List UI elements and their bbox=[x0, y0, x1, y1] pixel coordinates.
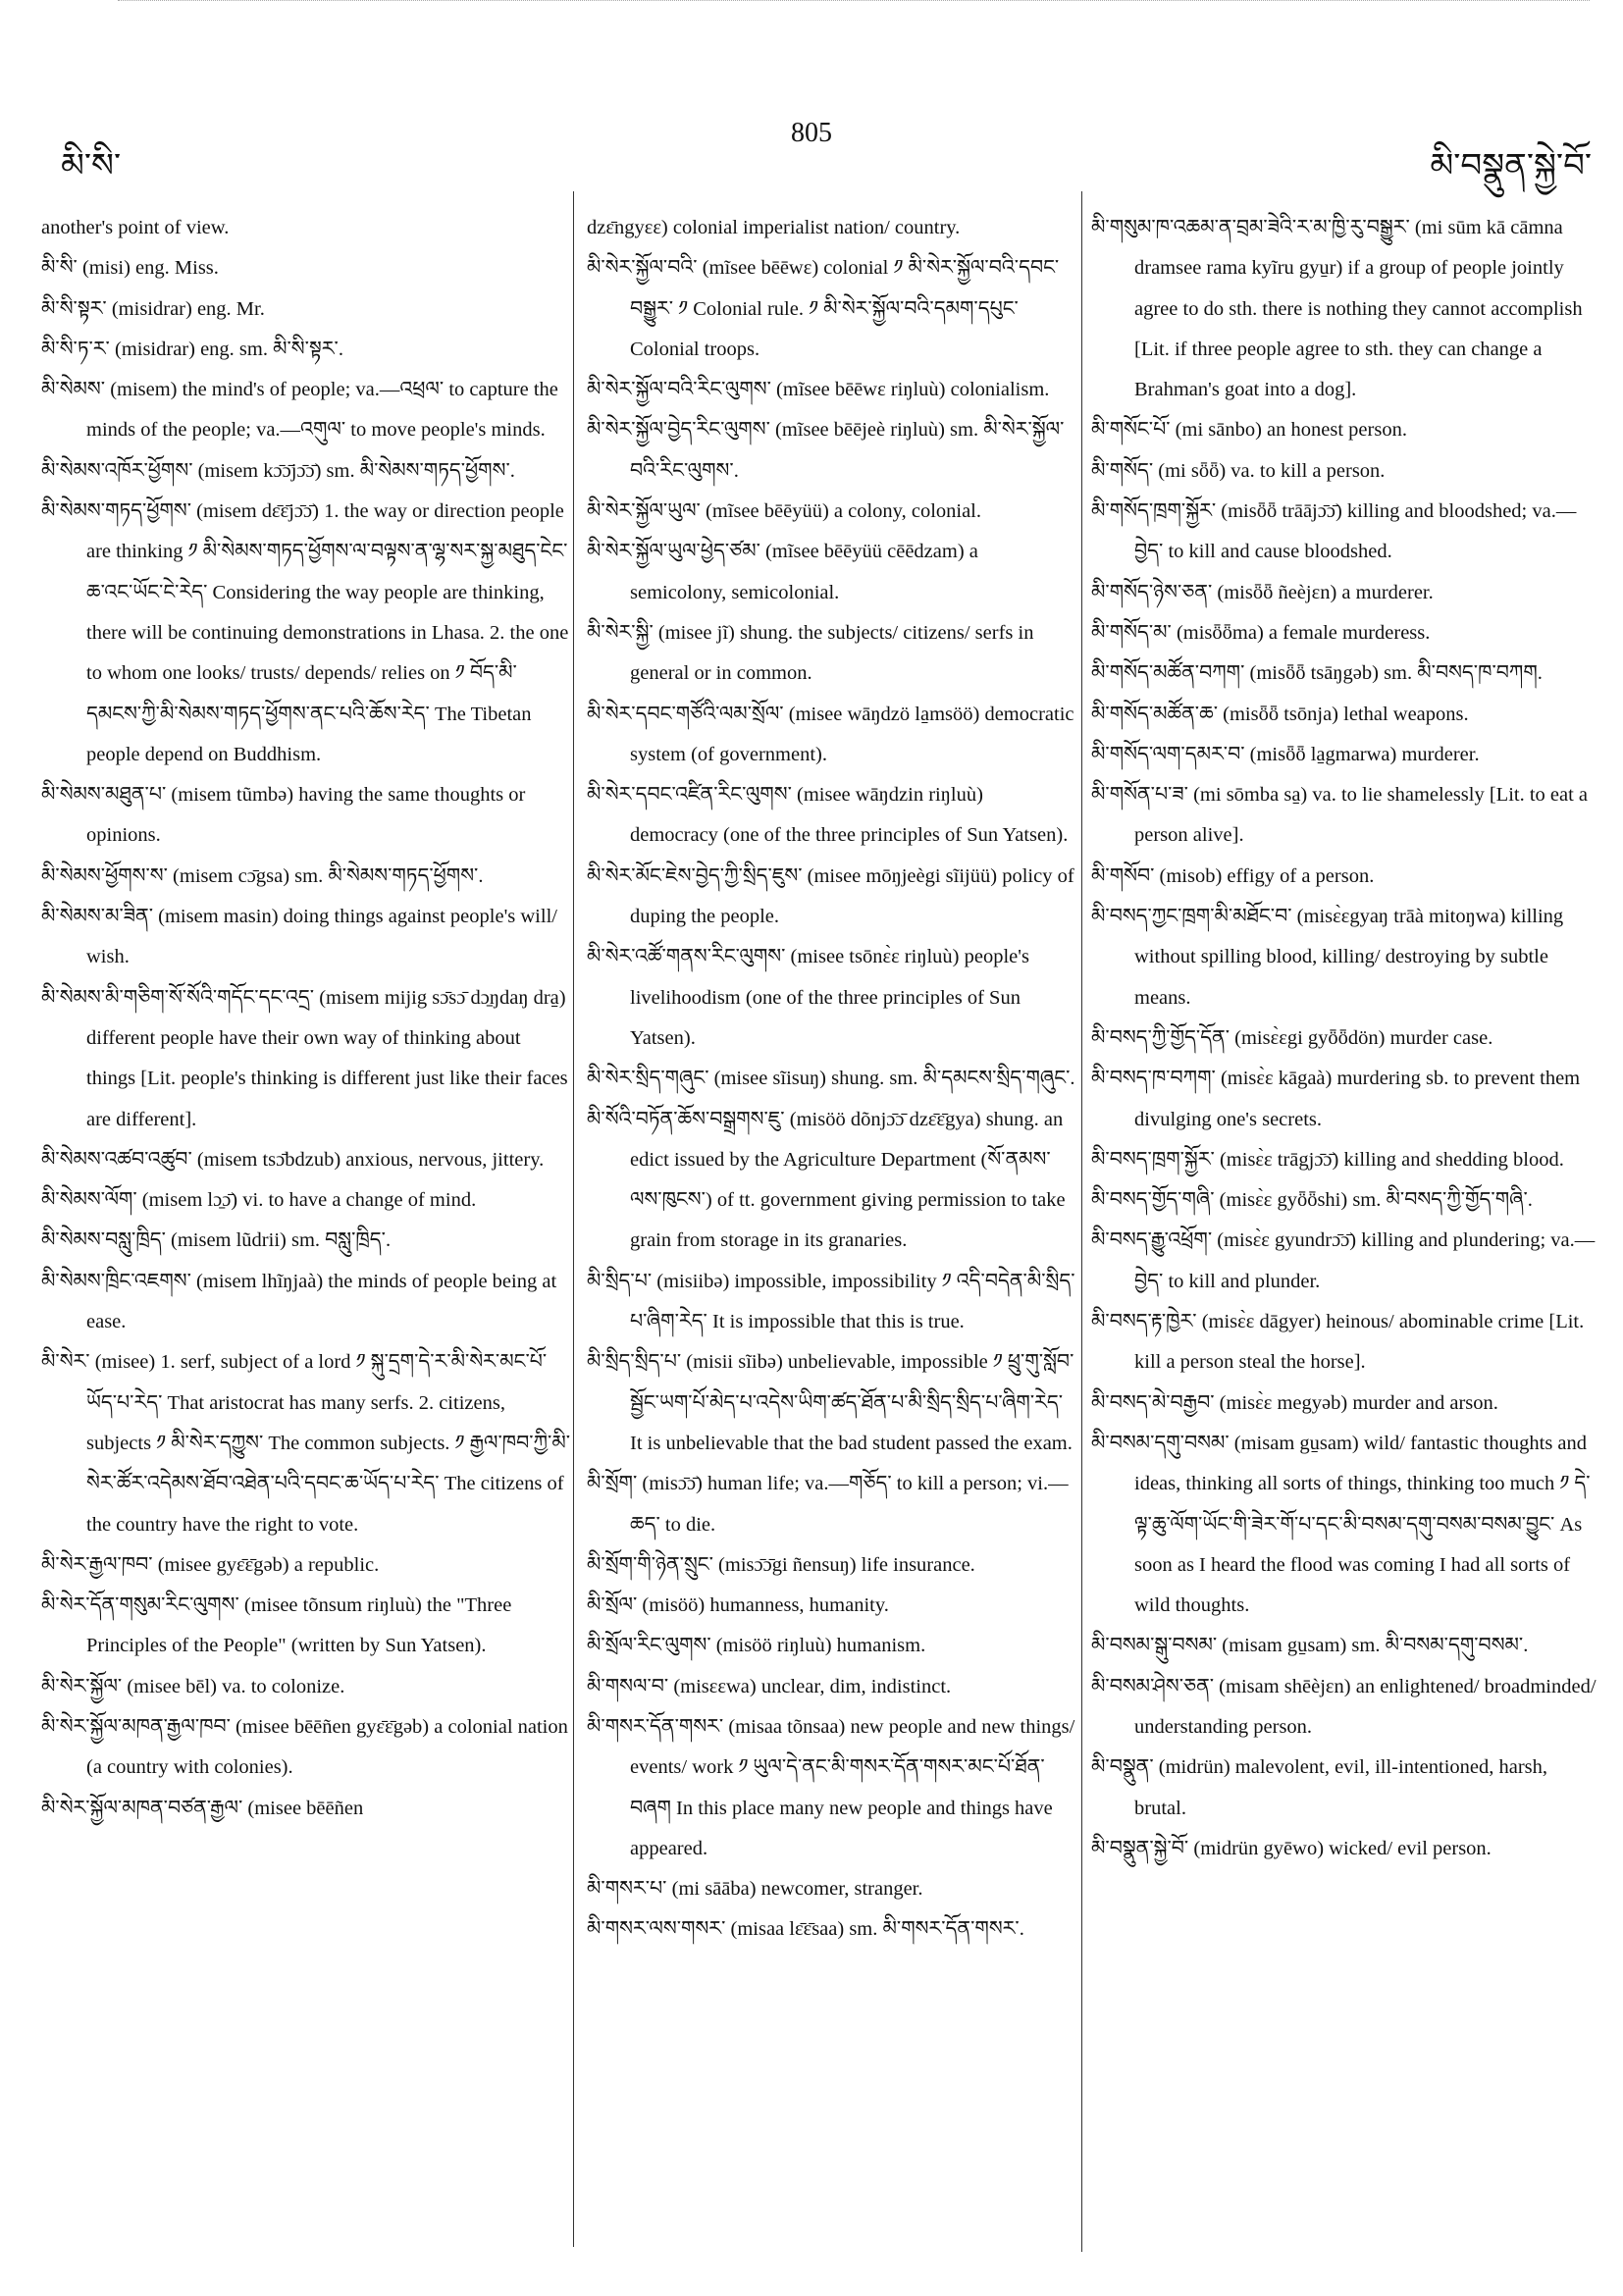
dictionary-entry: མི་སི་ཏ་ར་ (misidrar) eng. sm. མི་སི་སྟར་. bbox=[41, 338, 343, 360]
dictionary-entry: མི་སེར་ (misee) 1. serf, subject of a lord ༡ སྐུ་དྲག་དེ་ར་མི་སེར་མང་པོ་ཡོད་པ་རེད་ That aristocrat has many serfs. 2. citizens, subjects ༡ མི་སེར་དཀྱུས་ The common subjects. ༡ རྒྱལ་ཁབ་ཀྱི་མི་སེར་ཚོར་འདེམས་ཐོབ་འཐེན་པའི་དབང་ཆ་ཡོད་པ་རེད་ The citizens of the country have the right to vote. bbox=[41, 1351, 571, 1536]
dictionary-entry: མི་སེར་མོང་ཇེས་བྱེད་ཀྱི་སྲིད་ཇུས་ (misee mōŋjeègi sĩijüü) policy of duping the people. bbox=[587, 864, 1074, 928]
dictionary-entry: མི་གསལ་བ་ (misɛɛwa) unclear, dim, indistinct. bbox=[587, 1675, 952, 1697]
dictionary-entry: མི་སི་ (misi) eng. Miss. bbox=[41, 257, 219, 280]
dictionary-entry: མི་སེར་སྐྱོལ་མཁན་བཙན་རྒྱལ་ (misee bēēñen bbox=[41, 1797, 364, 1819]
dictionary-entry: མི་གསར་དོན་གསར་ (misaa tõnsaa) new people and new things/ events/ work ༡ ཡུལ་དེ་ནང་མི་གསར་དོན་གསར་མང་པོ་ཐོན་བཞག In this place many new people and things have appeared. bbox=[587, 1715, 1075, 1859]
column-divider-2 bbox=[1081, 191, 1082, 2252]
page-number: 805 bbox=[791, 118, 832, 148]
dictionary-entry: མི་སེར་སྐྱོལ་བའི་ (mĩsee bēēwɛ) colonial ༡ མི་སེར་སྐྱོལ་བའི་དབང་བསྒྱུར་ ༡ Colonial rule. ༡ མི་སེར་སྐྱོལ་བའི་དམག་དཔུང་ Colonial troops. bbox=[587, 257, 1060, 360]
dictionary-entry: མི་གསོད་ལག་དམར་བ་ (misȫȫ la̱gmarwa) murderer. bbox=[1091, 743, 1480, 765]
dictionary-entry: མི་གསོད་ (mi sȫȫ) va. to kill a person. bbox=[1091, 459, 1386, 482]
dictionary-entry: མི་སེར་སྐྱོལ་ཡུལ་ཕྱེད་ཙམ་ (mĩsee bēēyüü cēēdzam) a semicolony, semicolonial. bbox=[587, 541, 978, 603]
dictionary-entry: མི་སེར་སྐྱི་ (misee jĩ) shung. the subjects/ citizens/ serfs in general or in common. bbox=[587, 621, 1034, 685]
dictionary-entry: མི་བསད་ཁྲག་སྐྱོར་ (misɛ̀ɛ trāgjɔ̄ɔ̄) killing and shedding blood. bbox=[1091, 1148, 1564, 1171]
dictionary-entry: མི་གསོང་པོ་ (mi sānbo) an honest person. bbox=[1091, 419, 1407, 442]
dictionary-entry: མི་གསར་པ་ (mi sāāba) newcomer, stranger. bbox=[587, 1878, 923, 1901]
dictionary-entry: མི་བསམ་དགུ་བསམ་ (misam gu̱sam) wild/ fantastic thoughts and ideas, thinking all sorts of things, thinking too much ༡ དེ་ལྟ་ཆུ་ལོག་ཡོང་གི་ཟེར་གོ་པ་དང་མི་བསམ་དགུ་བསམ་བསམ་བྱུང་ As soon as I heard the flood was coming I had all sorts of wild thoughts. bbox=[1091, 1432, 1591, 1617]
dictionary-entry: མི་སེར་སྐྱོལ་བའི་རིང་ལུགས་ (mĩsee bēēwɛ riŋluù) colonialism. bbox=[587, 379, 1050, 401]
dictionary-entry: མི་གསོད་མ་ (misȫȫma) a female murderess. bbox=[1091, 621, 1431, 644]
dictionary-entry: མི་སེམས་གཏད་ཕྱོགས་ (misem dɛ̄ɛ̄jɔ̄ɔ̄) 1. the way or direction people are thinking ༡ མི་སེམས་གཏད་ཕྱོགས་ལ་བལྟས་ན་ལྷ་སར་སྐྱ་མཐུད་ངེང་ཆ་འང་ཡོང་ངེ་རེད་ Considering the way people are thinking, there will be continuing demonstrations in Lhasa. 2. the one to whom one looks/ trusts/ depends/ relies on ༡ བོད་མི་དམངས་ཀྱི་མི་སེམས་གཏད་ཕྱོགས་ནང་པའི་ཆོས་རེད་ The Tibetan people depend on Buddhism. bbox=[41, 500, 569, 765]
dictionary-entry: མི་སྲོལ་རིང་ལུགས་ (misöö riŋluù) humanism. bbox=[587, 1635, 926, 1657]
dictionary-entry: མི་བསད་མེ་བརྒྱབ་ (misɛ̀ɛ megyəb) murder and arson. bbox=[1091, 1391, 1498, 1414]
dictionary-entry: མི་སེར་སྐྱོལ་མཁན་རྒྱལ་ཁབ་ (misee bēēñen gyɛ̄ɛ̄gəb) a colonial nation (a country with colonies). bbox=[41, 1715, 568, 1779]
running-head-left: མི་སི་ bbox=[61, 148, 122, 184]
dictionary-entry: མི་བསམ་ཤེས་ཅན་ (misam shēèjɛn) an enlightened/ broadminded/ understanding person. bbox=[1091, 1675, 1597, 1738]
dictionary-entry: མི་བསམ་སྒུ་བསམ་ (misam gu̱sam) sm. མི་བསམ་དགུ་བསམ་. bbox=[1091, 1635, 1529, 1657]
dictionary-entry: མི་གསོད་མཚོན་བཀག་ (misȫȫ tsāŋgəb) sm. མི་བསད་ཁ་བཀག. bbox=[1091, 662, 1543, 685]
dictionary-entry: མི་གསུམ་ཁ་འཆམ་ན་བྲམ་ཟེའི་ར་མ་ཁྱི་རུ་བསྒྱུར་ (mi sūm kā cāmna dramsee rama kyĩru gyu̱r) if a group of people jointly agree to do sth. there is nothing they cannot accomplish [Lit. if three people agree to sth. they can change a Brahman's goat into a dog]. bbox=[1091, 217, 1583, 401]
dictionary-entry: མི་བསད་ཁ་བཀག་ (misɛ̀ɛ kāgaà) murdering sb. to prevent them divulging one's secrets. bbox=[1091, 1068, 1581, 1130]
dictionary-entry: མི་སྲོག་ (misɔ̄ɔ̄) human life; va.—གཅོད་ to kill a person; vi.—ཆད་ to die. bbox=[587, 1473, 1069, 1536]
dictionary-entry: མི་སེར་སྲིད་གཞུང་ (misee sĩisuŋ) shung. sm. མི་དམངས་སྲིད་གཞུང་. bbox=[587, 1068, 1075, 1090]
dictionary-entry: མི་སེམས་མཐུན་པ་ (misem tũmbə) having the same thoughts or opinions. bbox=[41, 784, 526, 847]
dictionary-entry: མི་སེམས་མ་ཟིན་ (misem masin) doing things against people's will/ wish. bbox=[41, 906, 557, 968]
dictionary-entry: མི་གསོན་པ་ཟ་ (mi sōmba sa̱) va. to lie shamelessly [Lit. to eat a person alive]. bbox=[1091, 784, 1589, 847]
dictionary-entry: མི་སེམས་ (misem) the mind's of people; va.—འཕྲལ་ to capture the minds of the people; va.—འགུལ་ to move people's minds. bbox=[41, 379, 558, 442]
dictionary-entry: མི་གསོད་མཚོན་ཆ་ (misȫȫ tsōnja) lethal weapons. bbox=[1091, 703, 1469, 725]
dictionary-entry: མི་བསད་ཀྱི་གྱོད་དོན་ (misɛ̀ɛgi gyȫȫdön) murder case. bbox=[1091, 1026, 1493, 1049]
dictionary-entry: མི་སེར་འཚོ་གནས་རིང་ལུགས་ (misee tsōnɛ̀ɛ riŋluù) people's livelihoodism (one of the three principles of Sun Yatsen). bbox=[587, 946, 1029, 1049]
dictionary-entry: མི་སེམས་བསླུ་ཁྲིད་ (misem lũdrii) sm. བསླུ་ཁྲིད་. bbox=[41, 1229, 392, 1252]
dictionary-entry: མི་བསྣུན་སྐྱེ་བོ་ (midrün gyēwo) wicked/ evil person. bbox=[1091, 1837, 1492, 1859]
dictionary-entry: མི་སེར་སྐྱོལ་ཡུལ་ (mĩsee bēēyüü) a colony, colonial. bbox=[587, 500, 982, 523]
dictionary-column-3 bbox=[1091, 208, 1601, 1869]
dictionary-entry: མི་སེམས་འཚབ་འཚུབ་ (misem tsɔ̄bdzub) anxious, nervous, jittery. bbox=[41, 1148, 545, 1171]
dictionary-entry: མི་གསོབ་ (misob) effigy of a person. bbox=[1091, 864, 1375, 887]
dictionary-entry: མི་གསོད་ཉེས་ཅན་ (misȫȫ ñeèjɛn) a murderer. bbox=[1091, 581, 1434, 603]
scan-edge-line bbox=[118, 0, 1590, 1]
dictionary-entry: མི་སེར་དབང་འཛིན་རིང་ལུགས་ (misee wāŋdzin riŋluù) democracy (one of the three principles of Sun Yatsen). bbox=[587, 784, 1069, 847]
dictionary-column-2 bbox=[587, 208, 1075, 1951]
dictionary-entry: མི་སེར་དབང་གཙོའི་ལམ་སྲོལ་ (misee wāŋdzö la̱msöö) democratic system (of government). bbox=[587, 703, 1074, 765]
dictionary-entry: མི་སེར་དོན་གསུམ་རིང་ལུགས་ (misee tõnsum riŋluù) the "Three Principles of the People" (written by Sun Yatsen). bbox=[41, 1594, 512, 1657]
column-divider-1 bbox=[573, 191, 574, 2247]
dictionary-entry: མི་སྲོག་གི་ཉེན་སྲུང་ (misɔ̄ɔ̄gi ñensuŋ) life insurance. bbox=[587, 1553, 975, 1576]
dictionary-entry: མི་སེར་སྐྱོལ་བྱེད་རིང་ལུགས་ (mĩsee bēējeè riŋluù) sm. མི་སེར་སྐྱོལ་བའི་རིང་ལུགས་. bbox=[587, 419, 1065, 482]
dictionary-entry: མི་སེམས་ཕྱོགས་ས་ (misem cɔ̄gsa) sm. མི་སེམས་གཏད་ཕྱོགས་. bbox=[41, 864, 484, 887]
dictionary-entry: མི་བསད་རྟ་ཁྱེར་ (misɛ̀ɛ dāgyer) heinous/ abominable crime [Lit. kill a person steal the horse]. bbox=[1091, 1311, 1585, 1374]
dictionary-entry: dzɛ̄ngyɛɛ) colonial imperialist nation/ country. bbox=[587, 217, 961, 238]
dictionary-entry: མི་སེམས་མི་གཅིག་སོ་སོའི་གདོང་དང་འདྲ་ (misem mijig sɔ̄sɔ̄ dɔ̱ŋdaŋ dra̱) different people have their own way of thinking about things [Lit. people's thinking is different just like their faces are different]. bbox=[41, 986, 568, 1130]
dictionary-entry: མི་སི་སྟར་ (misidrar) eng. Mr. bbox=[41, 297, 265, 320]
dictionary-entry: མི་སེར་སྐྱོལ་ (misee bēl) va. to colonize. bbox=[41, 1675, 345, 1697]
dictionary-entry: མི་སེར་རྒྱལ་ཁབ་ (misee gyɛ̄ɛ̄gəb) a republic. bbox=[41, 1553, 380, 1576]
dictionary-entry: མི་བསད་ཀྱང་ཁྲག་མི་མཐོང་བ་ (misɛ̀ɛgyaŋ trāà mitoŋwa) killing without spilling blood, killing/ destroying by subtle means. bbox=[1091, 906, 1564, 1009]
dictionary-entry: མི་བསྣུན་ (midrün) malevolent, evil, ill-intentioned, harsh, brutal. bbox=[1091, 1756, 1548, 1819]
dictionary-entry: མི་བསད་རྒྱུ་འཕྲོག་ (misɛ̀ɛ gyundrɔ̄ɔ̄) killing and plundering; va.—བྱེད་ to kill and plunder. bbox=[1091, 1229, 1596, 1292]
running-head-right: མི་བསྣུན་སྐྱེ་བོ་ bbox=[1430, 148, 1592, 184]
dictionary-entry: མི་སོའི་བཏོན་ཆོས་བསྒྲགས་ཇུ་ (misöö dõnjɔ̄ɔ̄ dzɛ̄ɛ̄gya) shung. an edict issued by the Agriculture Department (སོ་ནམས་ལས་ཁུངས་) of tt. government giving permission to take grain from storage in its granaries. bbox=[587, 1108, 1066, 1252]
dictionary-entry: མི་སྲོལ་ (misöö) humanness, humanity. bbox=[587, 1594, 889, 1617]
dictionary-entry: another's point of view. bbox=[41, 217, 230, 238]
dictionary-entry: མི་བསད་གྱོད་གཞི་ (misɛ̀ɛ gyȫȫshi) sm. མི་བསད་ཀྱི་གྱོད་གཞི་. bbox=[1091, 1189, 1533, 1212]
dictionary-entry: མི་སེམས་ཁྲིང་འཇགས་ (misem lhĩŋjaà) the minds of people being at ease. bbox=[41, 1270, 557, 1333]
dictionary-entry: མི་གསར་ལས་གསར་ (misaa lɛ̄ɛ̄saa) sm. མི་གསར་དོན་གསར་. bbox=[587, 1918, 1024, 1941]
dictionary-column-1 bbox=[41, 208, 571, 1829]
dictionary-entry: མི་གསོད་ཁྲག་སྐྱོར་ (misȫȫ trāājɔ̄ɔ̄) killing and bloodshed; va.—བྱེད་ to kill and cause bloodshed. bbox=[1091, 500, 1577, 563]
dictionary-entry: མི་སེམས་འཁོར་ཕྱོགས་ (misem kɔ̄ɔ̄jɔ̄ɔ̄) sm. མི་སེམས་གཏད་ཕྱོགས་. bbox=[41, 459, 515, 482]
dictionary-entry: མི་སྲིད་པ་ (misiibə) impossible, impossibility ༡ འདི་བདེན་མི་སྲིད་པ་ཞིག་རེད་ It is impossible that this is true. bbox=[587, 1270, 1075, 1333]
dictionary-entry: མི་སེམས་ལོག་ (misem lɔ̱ɔ̄) vi. to have a change of mind. bbox=[41, 1189, 477, 1212]
dictionary-entry: མི་སྲིད་སྲིད་པ་ (misii sĩibə) unbelievable, impossible ༡ ཕྲུ་གུ་སློབ་སྦྱོང་ཡག་པོ་མེད་པ་འདེས་ཡིག་ཚད་ཐོན་པ་མི་སྲིད་སྲིད་པ་ཞིག་རེད་ It is unbelievable that the bad student passed the exam. bbox=[587, 1351, 1074, 1454]
